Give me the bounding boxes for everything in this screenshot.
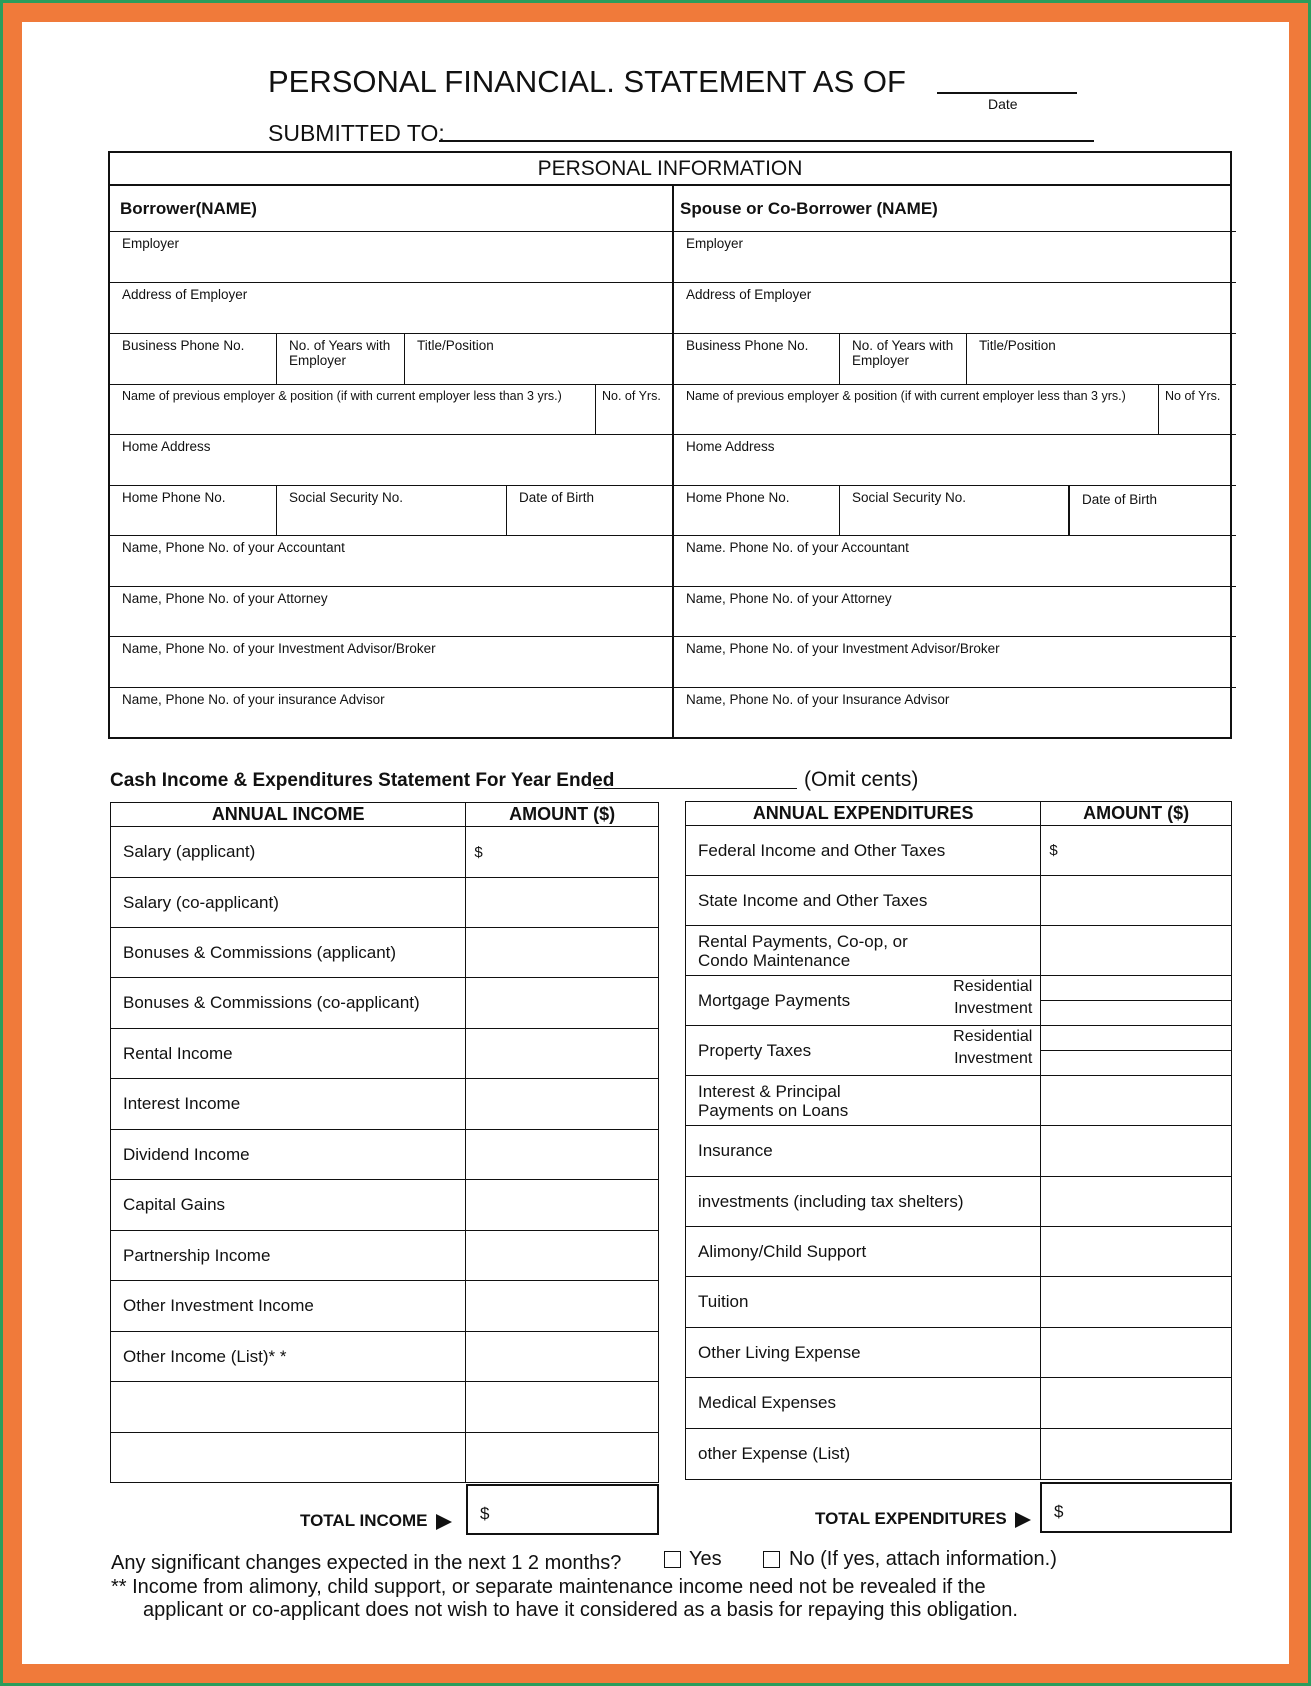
field-label: Employer: [122, 236, 180, 251]
field-label: Address of Employer: [686, 287, 812, 302]
income-label: Dividend Income: [111, 1130, 466, 1180]
coborrower-phone-row: [674, 334, 1236, 385]
borrower-ssn-field[interactable]: [276, 486, 506, 535]
expenditure-amount-cell[interactable]: [1041, 1126, 1232, 1177]
income-row: [111, 1231, 659, 1281]
income-amount-cell[interactable]: [466, 1029, 659, 1079]
income-blank-label-cell[interactable]: [111, 1382, 466, 1433]
coborrower-dob-field[interactable]: [1068, 486, 1234, 535]
borrower-name-label: Borrower(NAME): [120, 199, 257, 218]
borrower-employer-field[interactable]: [110, 232, 672, 283]
annual-income-table: [110, 802, 659, 1483]
field-label: Title/Position: [979, 338, 1056, 353]
property-sub-labels: [953, 1026, 1040, 1070]
field-label: No. of Years with Employer: [289, 338, 391, 368]
expenditure-row: [686, 926, 1232, 976]
field-label: Name, Phone No. of your Investment Advisor/Broker: [122, 641, 436, 656]
expenditure-amount-cell[interactable]: [1041, 876, 1232, 926]
coborrower-home-phone-field[interactable]: [674, 486, 839, 535]
borrower-phone-row: [110, 334, 672, 385]
expenditure-label: investments (including tax shelters): [686, 1177, 1041, 1227]
income-amount-cell[interactable]: [466, 1231, 659, 1281]
expenditure-label: [686, 926, 1041, 976]
total-expenditures-box[interactable]: [1040, 1482, 1232, 1533]
field-label: Social Security No.: [852, 490, 967, 505]
cash-statement-title: Cash Income & Expenditures Statement For Year Ended: [110, 770, 615, 791]
field-label: Home Phone No.: [686, 490, 790, 505]
income-label: Capital Gains: [111, 1180, 466, 1231]
total-income-dollar: $: [480, 1504, 490, 1523]
expenditure-label: Property Taxes: [698, 1040, 812, 1060]
income-amount-cell[interactable]: [466, 1332, 659, 1382]
expenditure-row: [686, 1277, 1232, 1328]
income-label: Bonuses & Commissions (co-applicant): [111, 978, 466, 1029]
expenditure-row: [686, 826, 1232, 876]
expenditure-row: [686, 1126, 1232, 1177]
income-amount-cell[interactable]: [466, 928, 659, 978]
expenditure-row: [686, 1227, 1232, 1277]
expenditure-label: Alimony/Child Support: [686, 1227, 1041, 1277]
field-label: Business Phone No.: [686, 338, 809, 353]
coborrower-advisor-field[interactable]: [674, 637, 1236, 688]
year-ended-input-line[interactable]: [594, 788, 797, 789]
expenditures-header-amount: AMOUNT ($): [1041, 802, 1232, 826]
field-label: Name, Phone No. of your Accountant: [122, 540, 345, 555]
income-amount-cell[interactable]: [466, 1281, 659, 1332]
interest-line-2: Payments on Loans: [698, 1100, 849, 1120]
field-label: Home Address: [686, 439, 775, 454]
income-row: [111, 928, 659, 978]
coborrower-insurance-field[interactable]: [674, 688, 1236, 737]
borrower-previous-row: [110, 385, 672, 435]
field-label: Name. Phone No. of your Accountant: [686, 540, 909, 555]
total-income-label: [300, 1511, 452, 1531]
borrower-dob-field[interactable]: [506, 486, 672, 535]
rental-line-2: Condo Maintenance: [698, 950, 851, 970]
annual-expenditures-table: [685, 801, 1232, 1480]
omit-cents-note: (Omit cents): [804, 768, 919, 791]
field-label: Name, Phone No. of your Attorney: [686, 591, 892, 606]
right-arrow-icon: [436, 1514, 452, 1530]
income-header-item: ANNUAL INCOME: [111, 803, 466, 827]
mortgage-row-residential: [686, 976, 1232, 1001]
residential-label: Residential: [953, 1028, 1033, 1045]
expenditure-row: [686, 1328, 1232, 1378]
borrower-previous-employer-field[interactable]: [110, 385, 595, 434]
borrower-advisor-field[interactable]: [110, 637, 672, 688]
expenditure-amount-cell[interactable]: [1041, 1076, 1232, 1126]
expenditure-label: Insurance: [686, 1126, 1041, 1177]
income-label: Other Investment Income: [111, 1281, 466, 1332]
property-residential-amount[interactable]: [1041, 1026, 1232, 1051]
yes-label: Yes: [689, 1548, 722, 1570]
mortgage-label-cell: [686, 976, 1041, 1026]
income-row: [111, 1029, 659, 1079]
income-blank-row: [111, 1382, 659, 1433]
field-label: Name, Phone No. of your Attorney: [122, 591, 328, 606]
total-expenditures-label: [815, 1509, 1031, 1529]
submitted-to-input-line[interactable]: [439, 140, 1094, 142]
income-row: [111, 1130, 659, 1180]
borrower-home-phone-field[interactable]: [110, 486, 276, 535]
borrower-title-field[interactable]: [404, 334, 672, 384]
expenditure-label: Medical Expenses: [686, 1378, 1041, 1429]
income-row: [111, 1332, 659, 1382]
field-label: Name of previous employer & position (if with current employer less than 3 yrs.): [122, 389, 562, 403]
coborrower-business-phone-field[interactable]: [674, 334, 839, 384]
property-row-residential: [686, 1026, 1232, 1051]
field-label: No. of Years with Employer: [852, 338, 954, 368]
field-label: Name, Phone No. of your Investment Advisor/Broker: [686, 641, 1000, 656]
field-label: No of Yrs.: [1165, 389, 1221, 403]
income-blank-label-cell[interactable]: [111, 1433, 466, 1483]
coborrower-ssn-field[interactable]: [839, 486, 1068, 535]
income-row: [111, 1180, 659, 1231]
investment-label: Investment: [954, 1000, 1033, 1017]
field-label: Home Address: [122, 439, 211, 454]
income-row: [111, 978, 659, 1029]
coborrower-column: [672, 184, 1236, 737]
expenditures-header-item: ANNUAL EXPENDITURES: [686, 802, 1041, 826]
field-label: No. of Yrs.: [602, 389, 661, 403]
mortgage-residential-amount[interactable]: [1041, 976, 1232, 1001]
income-amount-cell[interactable]: [466, 1079, 659, 1130]
expenditure-row: [686, 1177, 1232, 1227]
borrower-accountant-field[interactable]: [110, 536, 672, 587]
field-label: Title/Position: [417, 338, 494, 353]
field-label: Social Security No.: [289, 490, 404, 505]
footnote: [111, 1576, 1018, 1622]
borrower-business-phone-field[interactable]: [110, 334, 276, 384]
total-expenditures-dollar: $: [1054, 1502, 1064, 1521]
income-row: [111, 1281, 659, 1332]
coborrower-name-label: Spouse or Co-Borrower (NAME): [680, 199, 938, 218]
field-label: Address of Employer: [122, 287, 248, 302]
expenditure-amount-cell[interactable]: $: [1041, 826, 1232, 876]
income-label: Rental Income: [111, 1029, 466, 1079]
expenditure-amount-cell[interactable]: [1041, 1227, 1232, 1277]
submitted-to-label: SUBMITTED TO:: [268, 120, 445, 146]
yes-checkbox[interactable]: [664, 1551, 681, 1568]
income-amount-cell[interactable]: [466, 1382, 659, 1433]
borrower-home-address-field[interactable]: [110, 435, 672, 486]
expenditure-label: Federal Income and Other Taxes: [686, 826, 1041, 876]
income-row: [111, 827, 659, 878]
coborrower-accountant-field[interactable]: [674, 536, 1236, 587]
rental-line-1: Rental Payments, Co-op, or: [698, 931, 908, 951]
coborrower-years-field[interactable]: [839, 334, 966, 384]
right-arrow-icon: [1015, 1512, 1031, 1528]
expenditure-label: Tuition: [686, 1277, 1041, 1328]
interest-line-1: Interest & Principal: [698, 1081, 841, 1101]
borrower-column: [110, 184, 672, 737]
coborrower-employer-field[interactable]: [674, 232, 1236, 283]
coborrower-home-row: [674, 486, 1236, 536]
mortgage-investment-amount[interactable]: [1041, 1001, 1232, 1026]
personal-information-heading: PERSONAL INFORMATION: [110, 153, 1230, 186]
coborrower-previous-row: [674, 385, 1236, 435]
coborrower-name-row[interactable]: [674, 184, 1236, 232]
expenditure-amount-cell[interactable]: [1041, 1328, 1232, 1378]
footnote-line-1: ** Income from alimony, child support, or separate maintenance income need not be revealed if the: [111, 1576, 986, 1598]
residential-label: Residential: [953, 978, 1033, 995]
total-income-box[interactable]: [466, 1484, 659, 1535]
expenditure-amount-cell[interactable]: [1041, 1378, 1232, 1429]
date-label: Date: [988, 96, 1018, 112]
changes-question: Any significant changes expected in the next 1 2 months?: [111, 1552, 622, 1574]
borrower-insurance-field[interactable]: [110, 688, 672, 737]
borrower-years-field[interactable]: [276, 334, 404, 384]
expenditure-row: [686, 1429, 1232, 1480]
total-income-text: TOTAL INCOME: [300, 1511, 428, 1530]
expenditure-label: Mortgage Payments: [698, 990, 851, 1010]
coborrower-home-address-field[interactable]: [674, 435, 1236, 486]
no-checkbox[interactable]: [763, 1551, 780, 1568]
borrower-employer-address-field[interactable]: [110, 283, 672, 334]
borrower-home-row: [110, 486, 672, 536]
expenditure-amount-cell[interactable]: [1041, 1429, 1232, 1480]
mortgage-sub-labels: [953, 976, 1040, 1020]
property-investment-amount[interactable]: [1041, 1051, 1232, 1076]
expenditure-row: [686, 1378, 1232, 1429]
income-label: Bonuses & Commissions (applicant): [111, 928, 466, 978]
income-amount-cell[interactable]: [466, 878, 659, 928]
field-label: Name of previous employer & position (if with current employer less than 3 yrs.): [686, 389, 1126, 403]
form-page: [22, 22, 1289, 1664]
field-label: Name, Phone No. of your Insurance Advisor: [686, 692, 950, 707]
form-title: PERSONAL FINANCIAL. STATEMENT AS OF: [268, 64, 906, 99]
income-amount-cell[interactable]: [466, 1433, 659, 1483]
income-row: [111, 1079, 659, 1130]
income-label: Salary (co-applicant): [111, 878, 466, 928]
field-label: Name, Phone No. of your insurance Advisor: [122, 692, 385, 707]
income-blank-row: [111, 1433, 659, 1483]
field-label: Date of Birth: [519, 490, 595, 505]
coborrower-title-field[interactable]: [966, 334, 1234, 384]
borrower-no-of-yrs-field[interactable]: [595, 385, 672, 434]
personal-information-table: [108, 151, 1232, 739]
field-label: Employer: [686, 236, 744, 251]
income-label: Interest Income: [111, 1079, 466, 1130]
expenditure-amount-cell[interactable]: [1041, 1177, 1232, 1227]
coborrower-employer-address-field[interactable]: [674, 283, 1236, 334]
expenditure-amount-cell[interactable]: [1041, 1277, 1232, 1328]
date-input-line[interactable]: [937, 92, 1077, 94]
field-label: Home Phone No.: [122, 490, 226, 505]
income-header-amount: AMOUNT ($): [466, 803, 659, 827]
coborrower-attorney-field[interactable]: [674, 587, 1236, 637]
income-label: Salary (applicant): [111, 827, 466, 878]
field-label: Date of Birth: [1082, 492, 1158, 507]
no-label: No (If yes, attach information.): [789, 1548, 1057, 1570]
borrower-attorney-field[interactable]: [110, 587, 672, 637]
income-amount-cell[interactable]: [466, 978, 659, 1029]
income-amount-cell[interactable]: [466, 1130, 659, 1180]
property-label-cell: [686, 1026, 1041, 1076]
income-label: Other Income (List)* *: [111, 1332, 466, 1382]
expenditure-amount-cell[interactable]: [1041, 926, 1232, 976]
expenditure-label: other Expense (List): [686, 1429, 1041, 1480]
expenditure-row: [686, 876, 1232, 926]
income-label: Partnership Income: [111, 1231, 466, 1281]
footnote-line-2: applicant or co-applicant does not wish to have it considered as a basis for repaying this obligation.: [143, 1599, 1018, 1621]
borrower-name-row[interactable]: [110, 184, 672, 232]
investment-label: Investment: [954, 1050, 1033, 1067]
income-row: [111, 878, 659, 928]
expenditure-label: [686, 1076, 1041, 1126]
expenditure-row: [686, 1076, 1232, 1126]
coborrower-no-of-yrs-field[interactable]: [1158, 385, 1234, 434]
total-expenditures-text: TOTAL EXPENDITURES: [815, 1509, 1007, 1528]
expenditure-label: State Income and Other Taxes: [686, 876, 1041, 926]
income-amount-cell[interactable]: [466, 1180, 659, 1231]
expenditure-label: Other Living Expense: [686, 1328, 1041, 1378]
field-label: Business Phone No.: [122, 338, 245, 353]
coborrower-previous-employer-field[interactable]: [674, 385, 1158, 434]
income-amount-cell[interactable]: $: [466, 827, 659, 878]
